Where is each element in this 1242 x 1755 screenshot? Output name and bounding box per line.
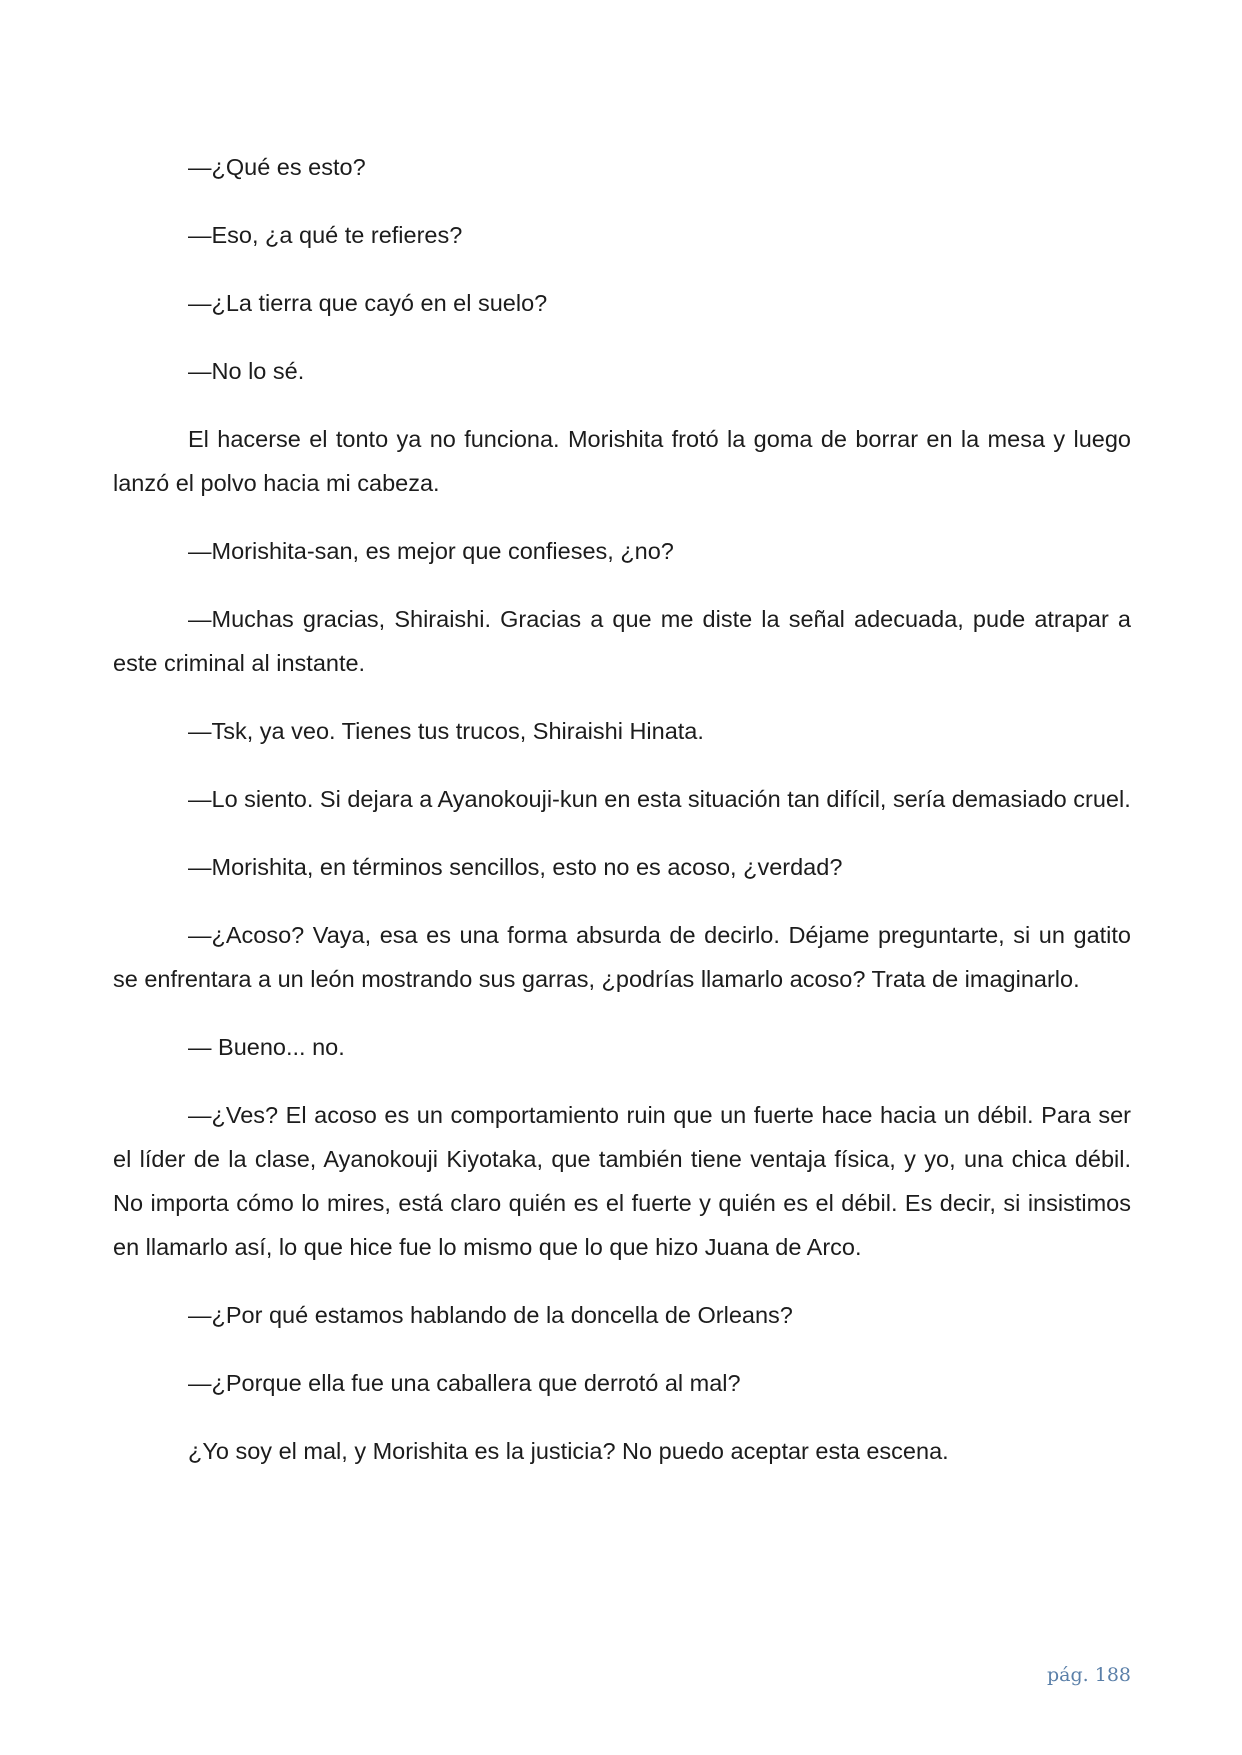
- paragraph: —Lo siento. Si dejara a Ayanokouji-kun en esta situación tan difícil, sería demasiado cruel.: [188, 786, 1131, 812]
- paragraph: —¿Acoso? Vaya, esa es una forma absurda de decirlo. Déjame preguntarte, si un gatito se enfrentara a un león mostrando sus garras, ¿podrías llamarlo acoso? Trata de imaginarlo.: [113, 922, 1131, 992]
- paragraph: —¿Por qué estamos hablando de la doncella de Orleans?: [188, 1302, 793, 1328]
- paragraph: —Eso, ¿a qué te refieres?: [188, 222, 463, 248]
- paragraph: —¿La tierra que cayó en el suelo?: [188, 290, 548, 316]
- paragraph: —Morishita, en términos sencillos, esto no es acoso, ¿verdad?: [188, 854, 843, 880]
- paragraph: — Bueno... no.: [188, 1034, 345, 1060]
- paragraph: ¿Yo soy el mal, y Morishita es la justicia? No puedo aceptar esta escena.: [188, 1438, 949, 1464]
- paragraph: —¿Porque ella fue una caballera que derrotó al mal?: [188, 1370, 741, 1396]
- paragraph: —No lo sé.: [188, 358, 305, 384]
- paragraph: —Muchas gracias, Shiraishi. Gracias a que me diste la señal adecuada, pude atrapar a este criminal al instante.: [113, 606, 1131, 676]
- paragraph: —¿Ves? El acoso es un comportamiento ruin que un fuerte hace hacia un débil. Para ser el líder de la clase, Ayanokouji Kiyotaka, que también tiene ventaja física, y yo, una chica débil. No importa cómo lo mires, está claro quién es el fuerte y quién es el débil. Es decir, si insistimos en llamarlo así, lo que hice fue lo mismo que lo que hizo Juana de Arco.: [113, 1102, 1131, 1260]
- paragraph: —Morishita-san, es mejor que confieses, ¿no?: [188, 538, 674, 564]
- paragraph: —¿Qué es esto?: [188, 154, 366, 180]
- paragraph: —Tsk, ya veo. Tienes tus trucos, Shiraishi Hinata.: [188, 718, 704, 744]
- page-number: pág. 188: [1047, 1664, 1131, 1686]
- paragraph: El hacerse el tonto ya no funciona. Morishita frotó la goma de borrar en la mesa y luego lanzó el polvo hacia mi cabeza.: [113, 426, 1131, 496]
- body-text: [113, 145, 1131, 1497]
